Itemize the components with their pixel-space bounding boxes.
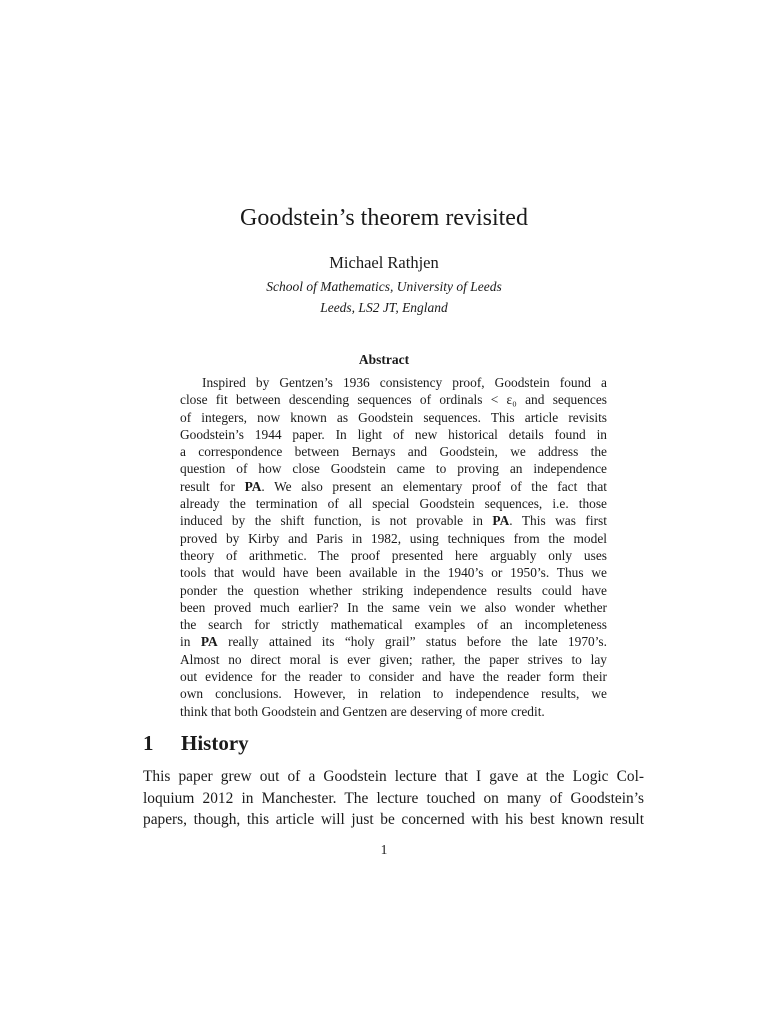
section-title: History: [181, 731, 249, 755]
abstract-line: [180, 512, 607, 529]
abstract-line: the search for strictly mathematical examples of an incompleteness: [180, 617, 607, 633]
abstract-line: theory of arithmetic. The proof presented here arguably only uses: [180, 547, 607, 563]
body-line: papers, though, this article will just be concerned with his best known result: [143, 811, 644, 828]
abstract-line: of integers, now known as Goodstein sequences. This article revisits: [180, 409, 607, 425]
abstract-text: really attained its “holy grail” status before the late 1970’s.: [228, 634, 607, 650]
section-body: [143, 766, 644, 831]
abstract-line: tools that would have been available in the 1940’s or 1950’s. Thus we: [180, 565, 607, 581]
affiliation-line-2: Leeds, LS2 JT, England: [320, 300, 448, 315]
abstract-line: already the termination of all special Goodstein sequences, i.e. those: [180, 496, 607, 512]
abstract-line: own conclusions. However, in relation to independence results, we: [180, 686, 607, 702]
abstract-line: question of how close Goodstein came to proving an independence: [180, 461, 607, 477]
section-heading: [143, 728, 249, 758]
abstract-line: Inspired by Gentzen’s 1936 consistency proof, Goodstein found a: [202, 375, 607, 390]
abstract-text: . This was first: [509, 513, 607, 529]
abstract-line: proved by Kirby and Paris in 1982, using techniques from the model: [180, 530, 607, 546]
abstract-text: induced by the shift function, is not provable in: [180, 513, 483, 529]
body-line: loquium 2012 in Manchester. The lecture touched on many of Goodstein’s: [143, 789, 644, 807]
abstract-body: [180, 374, 607, 720]
abstract-line: Goodstein’s 1944 paper. In light of new historical details found in: [180, 426, 607, 442]
abstract-line: been proved much earlier? In the same vein we also wonder whether: [180, 599, 607, 615]
abstract-text: in: [180, 634, 191, 650]
abstract-line: out evidence for the reader to consider and have the reader form their: [180, 669, 607, 685]
abstract-text: . We also present an elementary proof of the fact that: [261, 478, 607, 494]
section-number: 1: [143, 731, 154, 755]
abstract-heading: Abstract: [358, 352, 410, 367]
abstract-line: [180, 478, 607, 495]
paper-title: Goodstein’s theorem revisited: [240, 205, 528, 231]
abstract-line: [180, 633, 607, 650]
abstract-line: Almost no direct moral is ever given; rather, the paper strives to lay: [180, 651, 607, 667]
abstract-line: think that both Goodstein and Gentzen are deserving of more credit.: [180, 703, 545, 719]
author-name: Michael Rathjen: [329, 253, 439, 272]
body-line: This paper grew out of a Goodstein lecture that I gave at the Logic Col-: [143, 768, 644, 785]
abstract-line: ponder the question whether striking independence results could have: [180, 582, 607, 598]
pa-term: PA: [492, 513, 510, 529]
abstract-line: a correspondence between Bernays and Goodstein, we address the: [180, 444, 607, 460]
pa-term: PA: [244, 478, 262, 494]
pa-term: PA: [200, 634, 218, 650]
page-number: 1: [380, 842, 388, 857]
affiliation-line-1: School of Mathematics, University of Leeds: [266, 279, 502, 294]
abstract-text: result for: [180, 478, 235, 494]
abstract-line: close fit between descending sequences of ordinals < ε₀ and sequences: [180, 392, 607, 408]
